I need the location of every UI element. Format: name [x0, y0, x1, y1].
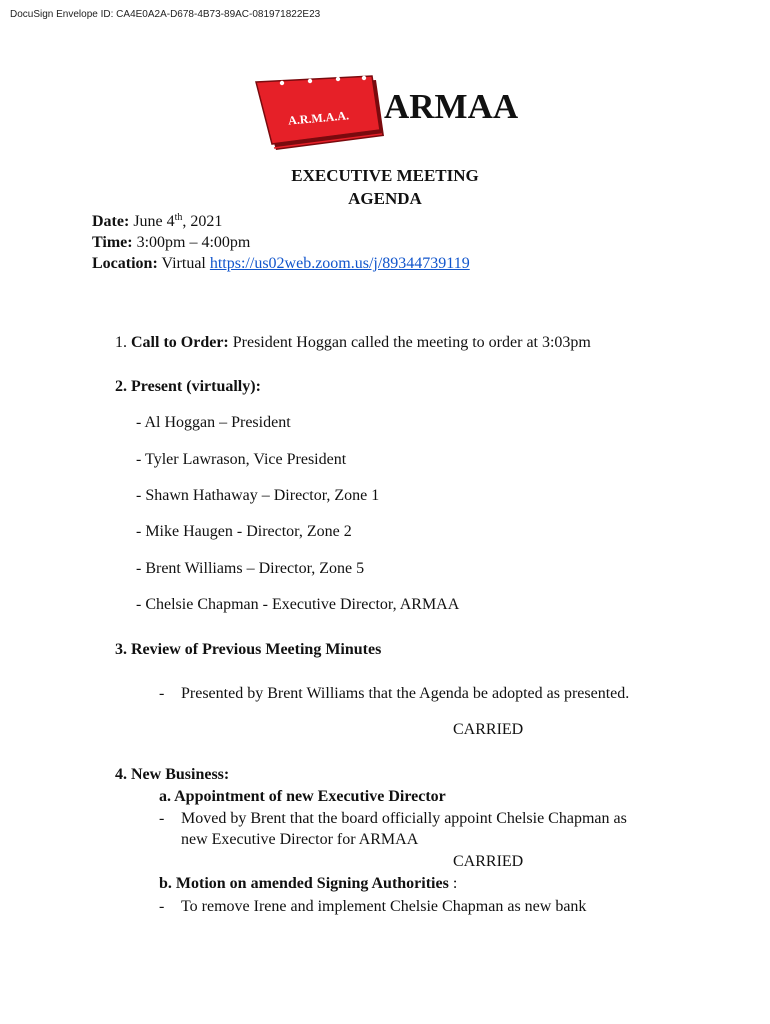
member-list-item: - Chelsie Chapman - Executive Director, ARMAA: [136, 596, 460, 613]
item-present-heading: [115, 377, 261, 397]
present-heading: 2. Present (virtually):: [115, 378, 261, 395]
date-suffix: th: [174, 212, 183, 223]
meeting-date: [92, 212, 222, 232]
location-label: Location:: [92, 255, 158, 272]
appointment-result: CARRIED: [453, 853, 524, 870]
appointment-text-line2: new Executive Director for ARMAA: [181, 831, 419, 848]
logo-wordmark: ARMAA: [384, 87, 519, 126]
item-new-business-heading: [115, 765, 229, 785]
review-heading: 3. Review of Previous Meeting Minutes: [115, 641, 382, 658]
member-list-item: - Shawn Hathaway – Director, Zone 1: [136, 487, 380, 504]
member-list-item: - Brent Williams – Director, Zone 5: [136, 560, 365, 577]
armaa-logo: [252, 74, 522, 154]
signing-authorities-suffix: :: [448, 875, 458, 892]
review-text: Presented by Brent Williams that the Agenda be adopted as presented.: [181, 685, 630, 702]
appointment-bullet: -: [159, 810, 165, 827]
item-call-to-order: [115, 333, 591, 353]
date-label: Date:: [92, 213, 130, 230]
appointment-heading: a. Appointment of new Executive Director: [159, 788, 446, 805]
time-value: 3:00pm – 4:00pm: [136, 234, 251, 251]
member-list-item: - Tyler Lawrason, Vice President: [136, 451, 347, 468]
new-business-b-heading: [159, 874, 457, 894]
document-title-line1: EXECUTIVE MEETING: [291, 166, 479, 185]
location-value: Virtual: [161, 255, 206, 272]
item-review-heading: [115, 640, 381, 660]
member-list-item: - Mike Haugen - Director, Zone 2: [136, 523, 352, 540]
date-value: June 4: [133, 213, 175, 230]
call-to-order-label: Call to Order:: [131, 334, 229, 351]
document-title-line2: AGENDA: [348, 189, 422, 208]
logo-badge-text: A.R.M.A.A.: [287, 108, 350, 128]
meeting-location: [92, 254, 470, 274]
signing-authorities-heading: b. Motion on amended Signing Authorities: [159, 875, 449, 892]
time-label: Time:: [92, 234, 133, 251]
date-year: , 2021: [182, 213, 223, 230]
review-bullet: -: [159, 685, 165, 702]
new-business-heading: 4. New Business:: [115, 766, 230, 783]
zoom-meeting-link[interactable]: https://us02web.zoom.us/j/89344739119: [209, 255, 470, 272]
signing-authorities-bullet: -: [159, 898, 165, 915]
docusign-envelope-id: DocuSign Envelope ID: CA4E0A2A-D678-4B73-89AC-081971822E23: [10, 9, 321, 20]
new-business-a-heading: [159, 787, 446, 807]
item-number: 1.: [115, 334, 127, 351]
call-to-order-text: President Hoggan called the meeting to order at 3:03pm: [232, 334, 591, 351]
appointment-text-line1: Moved by Brent that the board officially appoint Chelsie Chapman as: [181, 810, 627, 827]
meeting-time: [92, 233, 250, 253]
member-list-item: - Al Hoggan – President: [136, 414, 291, 431]
review-result: CARRIED: [453, 721, 524, 738]
signing-authorities-text: To remove Irene and implement Chelsie Chapman as new bank: [181, 898, 587, 915]
